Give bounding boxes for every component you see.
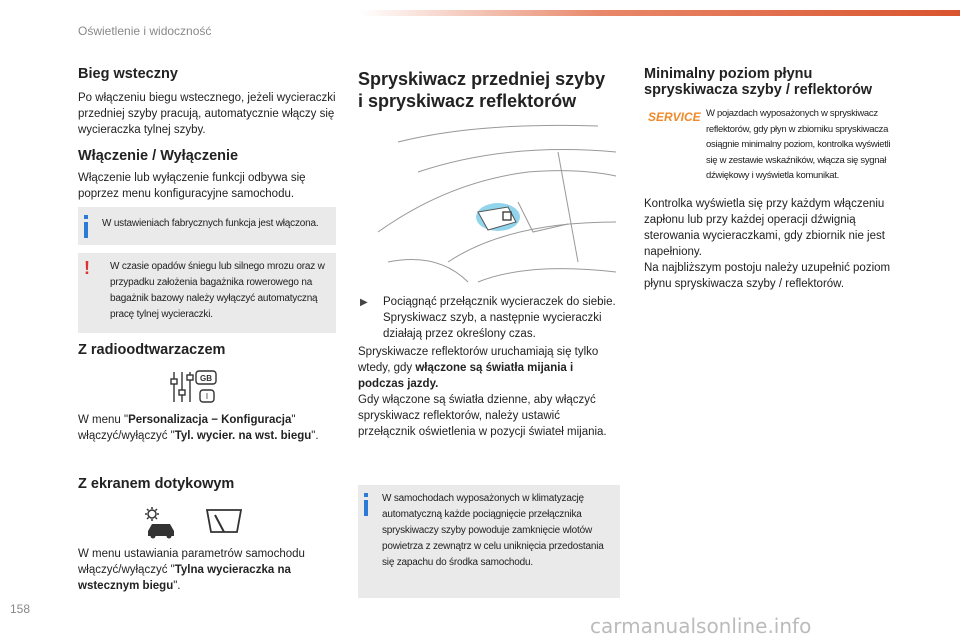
bullet-icon: ▶ xyxy=(360,297,368,308)
title-minimalny-poziom: Minimalny poziom płynu spryskiwacza szyby / reflektorów xyxy=(644,66,873,98)
title-bieg-wsteczny: Bieg wsteczny xyxy=(78,66,178,82)
text-para2: Na najbliższym postoju należy uzupełnić poziom płynu spryskiwacza szyby / reflektorów. xyxy=(644,262,891,290)
info-icon xyxy=(84,215,88,219)
info-note-climate: W samochodach wyposażonych w klimatyzację automatyczną każde pociągnięcie przełącznika spryskiwaczy szyby powoduje zamknięcie wlotów powietrza z zewnątrz w celu uniknięcia przedostania się zapachu do środka samochodu. xyxy=(358,485,620,598)
text-service: W pojazdach wyposażonych w spryskiwacz reflektorów, gdy płyn w zbiorniku spryskiwacza osiągnie minimalny poziom, kontrolka wyświetli się w zestawie wskaźników, włącza się sygnał dźwiękowy i wyświetla komunikat. xyxy=(706,108,891,181)
car-settings-icon xyxy=(142,505,180,539)
info-icon xyxy=(364,493,368,497)
text-wlaczenie: Włączenie lub wyłączenie funkcji odbywa się poprzez menu konfiguracyjne samochodu. xyxy=(78,172,306,200)
text-radio: W menu "Personalizacja − Konfiguracja" włączyć/wyłączyć "Tyl. wycier. na wst. biegu". xyxy=(78,414,319,442)
title-wlaczenie: Włączenie / Wyłączenie xyxy=(78,148,239,164)
header-accent-bar xyxy=(360,10,960,16)
text-para1: Kontrolka wyświetla się przy każdym włączeniu zapłonu lub przy każdej operacji dźwignią sterowania wycieraczkami, gdy zbiornik nie jest napełniony. xyxy=(644,198,885,258)
section-header: Oświetlenie i widoczność xyxy=(78,24,212,38)
title-touchscreen: Z ekranem dotykowym xyxy=(78,476,235,492)
title-radio: Z radioodtwarzaczem xyxy=(78,342,226,358)
radio-settings-icon xyxy=(170,368,220,406)
warning-note-snow: ! W czasie opadów śniegu lub silnego mrozu oraz w przypadku założenia bagażnika rowerowego na bagażnik bazowy należy wyłączyć automatyczną pracę tylnej wycieraczki. xyxy=(78,253,336,333)
badge-gb: GB xyxy=(200,374,212,383)
service-warning-icon: SERVICE xyxy=(648,110,701,124)
badge-i: I xyxy=(205,392,209,401)
info-note-factory: W ustawieniach fabrycznych funkcja jest włączona. xyxy=(78,207,336,245)
text-touchscreen: W menu ustawiania parametrów samochodu włączyć/wyłączyć "Tylna wycieraczka na wstecznym biegu". xyxy=(78,548,305,592)
car-front-illustration xyxy=(358,112,618,284)
title-spryskiwacz: Spryskiwacz przedniej szyby i spryskiwacz reflektorów xyxy=(358,69,606,111)
text-bullet-pull: Pociągnąć przełącznik wycieraczek do siebie. Spryskiwacz szyb, a następnie wycieraczki działają przez określony czas. xyxy=(383,296,616,340)
text-headlamp-washers: Spryskiwacze reflektorów uruchamiają się tylko wtedy, gdy włączone są światła mijania i podczas jazdy. Gdy włączone są światła dzienne, aby włączyć spryskiwacz reflektorów, należy ustawić przełącznik oświetlenia w pozycji świateł mijania. xyxy=(358,346,607,438)
page-number: 158 xyxy=(10,602,31,616)
warning-icon: ! xyxy=(84,258,90,278)
text-bieg-wsteczny: Po włączeniu biegu wstecznego, jeżeli wycieraczki przedniej szyby pracują, automatycznie włączy się wycieraczka tylnej szyby. xyxy=(78,92,336,136)
watermark[interactable]: carmanualsonline.info xyxy=(590,614,812,638)
rear-wiper-icon xyxy=(205,507,243,535)
